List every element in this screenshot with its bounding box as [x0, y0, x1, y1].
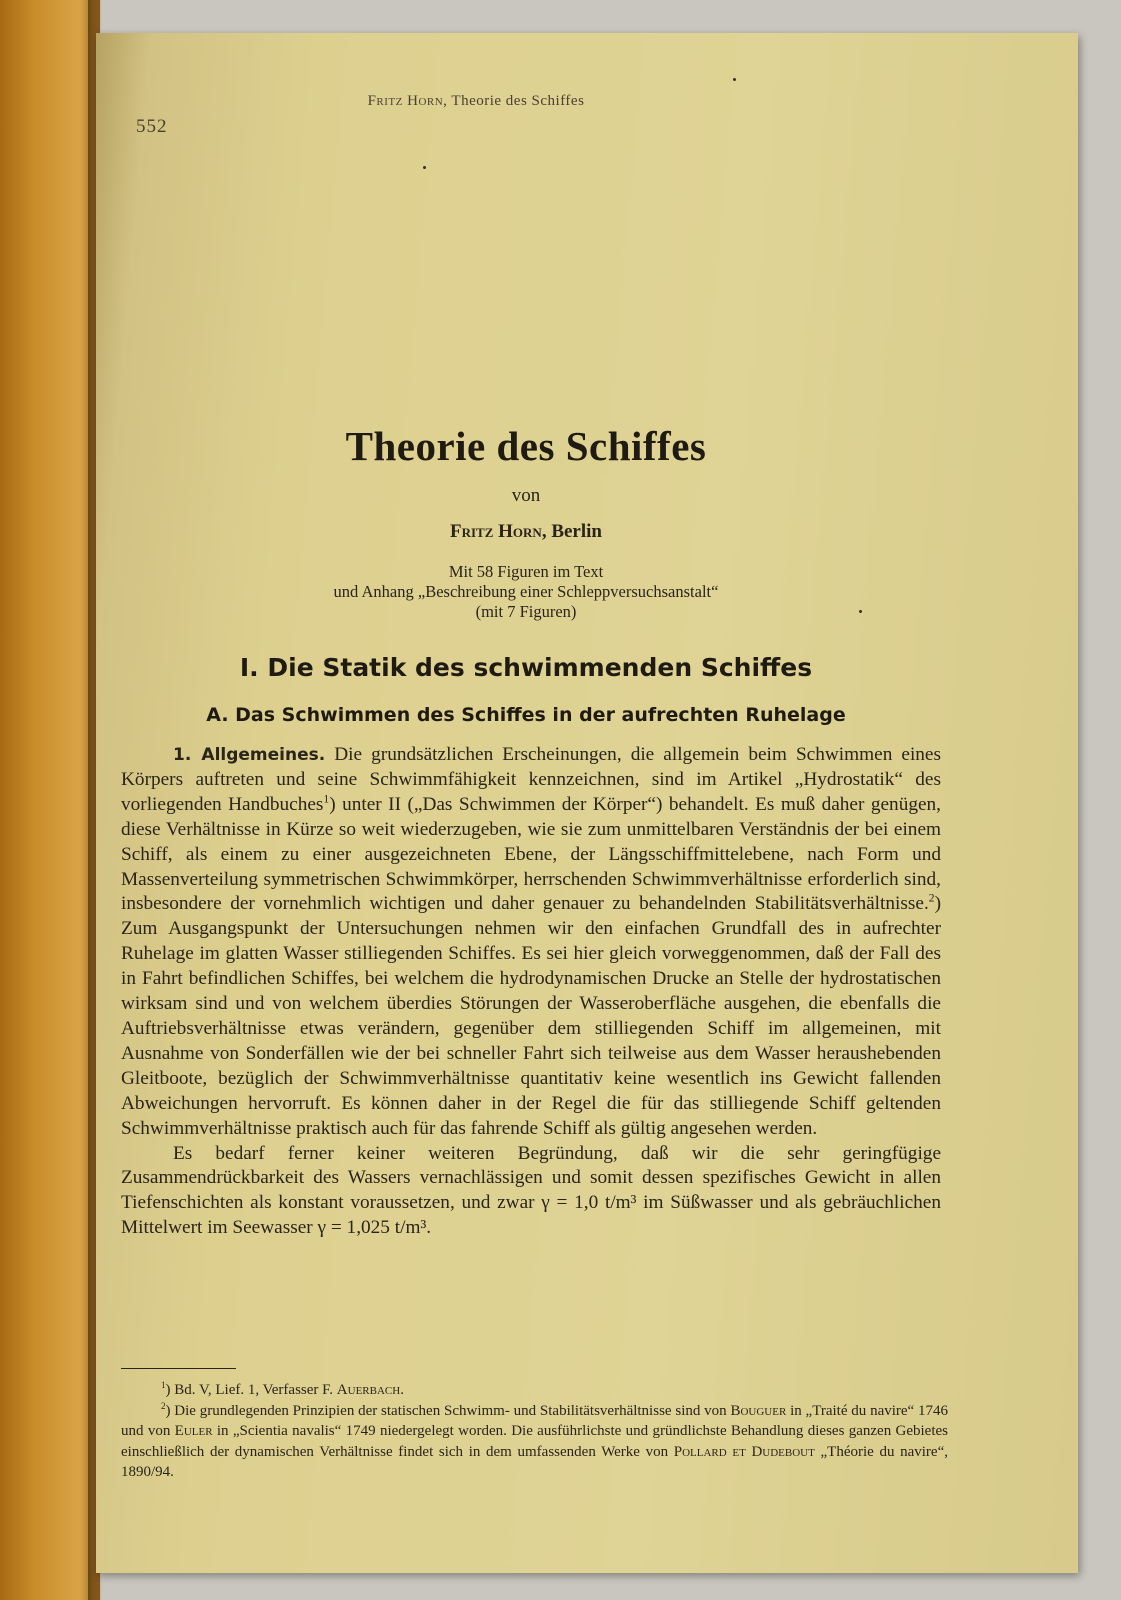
print-speck — [733, 78, 736, 81]
book-page — [96, 33, 1078, 1573]
footnotes — [121, 1380, 948, 1483]
footnote-2-name-3: Pollard et Dudebout — [673, 1443, 815, 1460]
running-head-title: , Theorie des Schiffes — [443, 93, 585, 109]
footnote-1-text: ) Bd. V, Lief. 1, Verfasser F. — [165, 1382, 337, 1398]
footnote-2-text-a: ) Die grundlegenden Prinzipien der statischen Schwimm- und Stabilitätsverhältnisse sind von — [165, 1402, 731, 1419]
footnote-2-text-b: in „Traité du navire“ 1746 und von — [121, 1402, 948, 1439]
footnote-ref-2: 2 — [928, 892, 935, 906]
footnote-1 — [121, 1380, 948, 1401]
author-city: , Berlin — [541, 521, 602, 542]
book-spine — [0, 0, 100, 1600]
footnote-2-mark: 2 — [161, 1400, 166, 1411]
author-name: Fritz Horn — [450, 521, 542, 542]
running-head-author: Fritz Horn — [367, 93, 444, 109]
article-title: Theorie des Schiffes — [345, 423, 707, 469]
footnote-2-name-2: Euler — [174, 1423, 213, 1439]
section-heading: I. Die Statik des schwimmenden Schiffes — [239, 653, 813, 682]
figures-line-2: und Anhang „Beschreibung einer Schleppversuchsanstalt“ — [333, 582, 719, 601]
paragraph-1 — [121, 743, 941, 1142]
figures-note — [96, 562, 956, 622]
footnote-ref-1: 1 — [323, 792, 330, 806]
footnote-rule — [121, 1368, 236, 1369]
paragraph-1-text-c: ) Zum Ausgangspunkt der Untersuchungen nehmen wir den einfachen Grundfall des in aufrechter Ruhelage im glatten Wasser stilliegenden Schiffes. Es sei hier gleich vorweggenommen, daß der Fall des in Fahrt befindlichen Schiffes, bei welchem die hydrodynamischen Drucke an Stelle der hydrostatischen wirksam sind und von welchem überdies Störungen der Wasseroberfläche ausgehen, die ebenfalls die Auftriebsverhältnisse etwas verändern, gegenüber dem stilliegenden Schiff im allgemeinen, mit Ausnahme von Sonderfällen wie der bei schneller Fahrt sich teilweise aus dem Wasser heraushebenden Gleitboote, bezüglich der Schwimmverhältnisse quantitativ keine wesentlich ins Gewicht fallenden Abweichungen hervorruft. Es können daher in der Regel die für das stilliegende Schiff geltenden Schwimmverhältnisse praktisch auch für das fahrende Schiff als gültig angesehen werden. — [121, 893, 941, 1139]
footnote-1-mark: 1 — [161, 1380, 166, 1390]
figures-line-1: Mit 58 Figuren im Text — [448, 562, 604, 581]
figures-line-3: (mit 7 Figuren) — [475, 602, 577, 621]
paragraph-run-in-heading: 1. Allgemeines. — [173, 745, 326, 765]
paragraph-2: Es bedarf ferner keiner weiteren Begründung, daß wir die sehr geringfügige Zusammendrückbarkeit des Wassers vernachlässigen und somit dessen spezifisches Gewicht in allen Tiefenschichten als konstant voraussetzen, und zwar γ = 1,0 t/m³ im Süßwasser und als gebräuchlichen Mittelwert im Seewasser γ = 1,025 t/m³. — [121, 1142, 941, 1239]
body-text — [121, 743, 941, 1241]
page-number: 552 — [136, 116, 168, 137]
paragraph-1-text-a: Die grundsätzlichen Erscheinungen, die allgemein beim Schwimmen eines Körpers auftreten und seine Schwimmfähigkeit kennzeichnen, sind im Artikel „Hydrostatik“ des vorliegenden Handbuches — [121, 744, 941, 815]
print-speck — [423, 166, 426, 169]
footnote-1-end: . — [400, 1382, 404, 1398]
print-speck — [859, 610, 862, 613]
paragraph-1-text-b: ) unter II („Das Schwimmen der Körper“) behandelt. Es muß daher genügen, diese Verhältnisse in Kürze so weit wiederzugeben, wie sie zum unmittelbaren Verständnis der bei einem Schiff, als einem zu einer ausgezeichneten Ebene, der Längsschiffmittelebene, nach Form und Massenverteilung symmetrischen Schwimmkörper, herrschenden Schwimmverhältnisse erforderlich sind, insbesondere der vornehmlich wichtigen und daher genauer zu behandelnden Stabilitätsverhältnisse. — [121, 793, 941, 915]
subsection-heading: A. Das Schwimmen des Schiffes in der aufrechten Ruhelage — [206, 704, 846, 726]
footnote-2-text-c: in „Scientia navalis“ 1749 niedergelegt worden. Die ausführlichste und gründlichste Behandlung dieses ganzen Gebietes einschließlich der dynamischen Verhältnisse findet sich in dem umfassenden Werke von — [121, 1423, 948, 1460]
footnote-2-name-1: Bouguer — [730, 1402, 787, 1419]
running-head — [96, 93, 856, 110]
footnote-2-text-d: „Théorie du navire“, 1890/94. — [121, 1443, 948, 1480]
footnote-2 — [121, 1401, 948, 1483]
author-line — [96, 521, 956, 543]
by-line: von — [511, 485, 541, 506]
footnote-1-name: Auerbach — [336, 1382, 401, 1398]
